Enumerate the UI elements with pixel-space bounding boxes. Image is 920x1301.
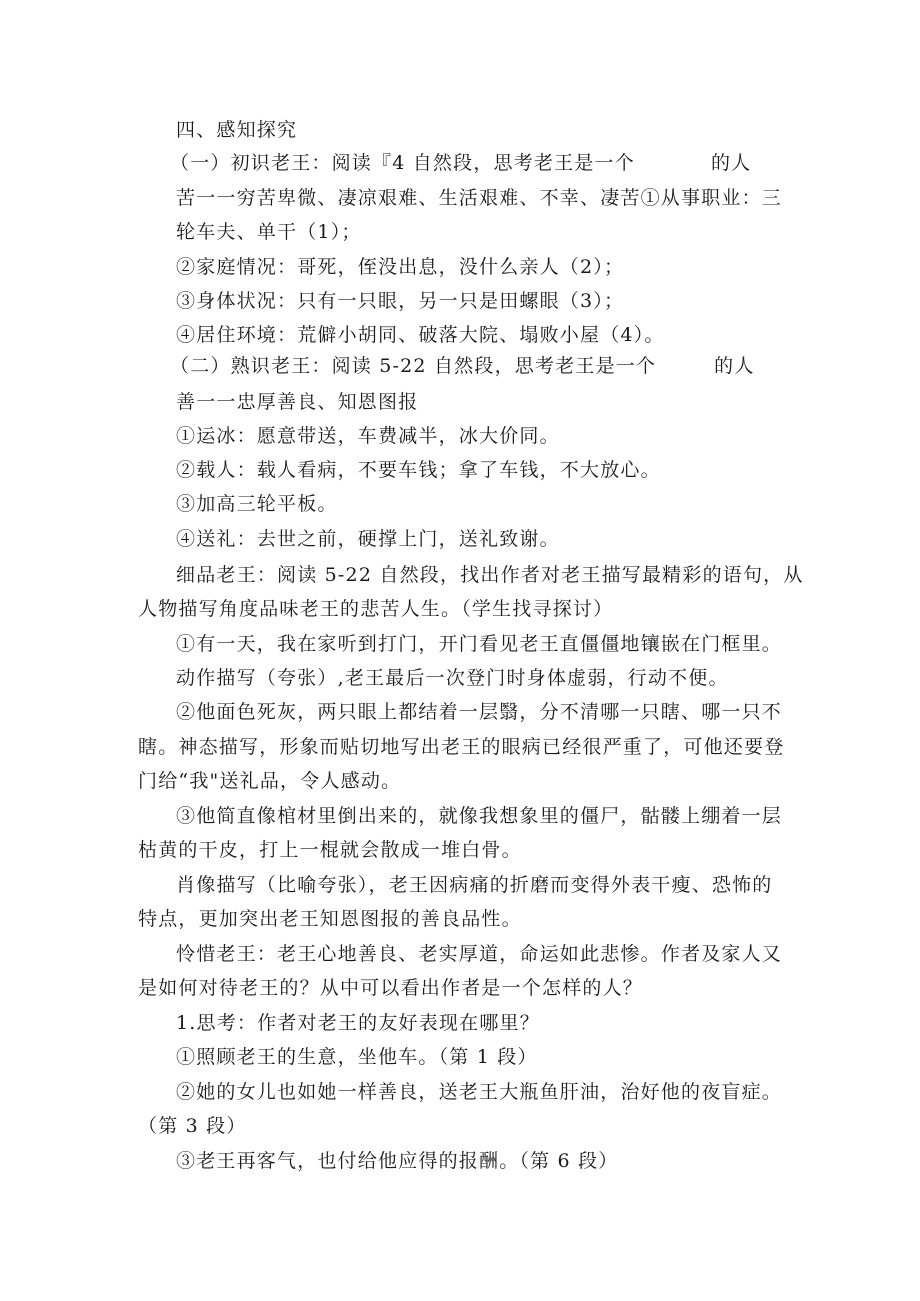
part1-summary-line1: 苦一一穷苦卑微、凄凉艰难、生活艰难、不幸、凄苦①从事职业：三	[176, 187, 783, 209]
part1-title-text: （一）初识老王：阅读『4 自然段，思考老王是一个	[170, 152, 635, 174]
paragraph: 肖像描写（比喻夸张），老王因病痛的折磨而变得外表干瘦、恐怖的	[176, 874, 773, 896]
part3-intro-line1: 细品老王：阅读 5-22 自然段，找出作者对老王描写最精彩的语句，从	[176, 564, 804, 586]
part2-item: ③加高三轮平板。	[176, 493, 338, 515]
section-heading: 四、感知探究	[176, 119, 298, 141]
part2-item: ①运冰：愿意带送，车费减半，冰大价同。	[176, 425, 560, 447]
paragraph: 瞎。神态描写，形象而贴切地写出老王的眼病已经很严重了，可他还要登	[138, 736, 785, 758]
part4-intro-line1: 怜惜老王：老王心地善良、老实厚道，命运如此悲惨。作者及家人又	[176, 943, 783, 965]
paragraph: 枯黄的干皮，打上一棍就会散成一堆白骨。	[138, 839, 522, 861]
part1-title	[170, 151, 751, 175]
part1-summary-line2: 轮车夫、单干（1）；	[176, 221, 362, 243]
part1-item: ②家庭情况：哥死，侄没出息，没什么亲人（2）；	[176, 256, 625, 278]
part2-summary: 善一一忠厚善良、知恩图报	[176, 391, 419, 413]
part2-item: ④送礼：去世之前，硬撑上门，送礼致谢。	[176, 528, 560, 550]
paragraph: 门给“我"送礼品，令人感动。	[138, 770, 402, 792]
answer-item: ③老王再客气，也付给他应得的报酬。（第 6 段）	[176, 1150, 619, 1172]
answer-item: ②她的女儿也如她一样善良，送老王大瓶鱼肝油，治好他的夜盲症。	[176, 1081, 783, 1103]
paragraph: 特点，更加突出老王知恩图报的善良品性。	[138, 908, 522, 930]
part2-title-suffix: 的人	[714, 355, 755, 377]
part1-item: ③身体状况：只有一只眼，另一只是田螺眼（3）；	[176, 290, 625, 312]
part1-item: ④居住环境：荒僻小胡同、破落大院、塌败小屋（4）。	[176, 324, 665, 346]
part2-item: ②载人：载人看病，不要车钱；拿了车钱，不大放心。	[176, 459, 661, 481]
paragraph: 动作描写（夸张）,老王最后一次登门时身体虚弱，行动不便。	[176, 667, 729, 689]
part2-title-text: （二）熟识老王：阅读 5-22 自然段，思考老王是一个	[170, 355, 657, 377]
part4-intro-line2: 是如何对待老王的？从中可以看出作者是一个怎样的人？	[138, 977, 644, 999]
part1-title-suffix: 的人	[710, 152, 752, 174]
part2-title	[170, 354, 755, 378]
paragraph: ②他面色死灰，两只眼上都结着一层翳，分不清哪一只瞎、哪一只不	[176, 701, 783, 723]
part3-intro-line2: 人物描写角度品味老王的悲苦人生。（学生找寻探讨）	[138, 598, 614, 620]
question: 1.思考：作者对老王的友好表现在哪里？	[176, 1012, 540, 1034]
paragraph: ①有一天，我在家听到打门，开门看见老王直僵僵地镶嵌在门框里。	[176, 633, 783, 655]
paragraph: ③他简直像棺材里倒出来的，就像我想象里的僵尸，骷髅上绷着一层	[176, 805, 783, 827]
answer-item: （第 3 段）	[138, 1115, 247, 1137]
answer-item: ①照顾老王的生意，坐他车。（第 1 段）	[176, 1046, 538, 1068]
